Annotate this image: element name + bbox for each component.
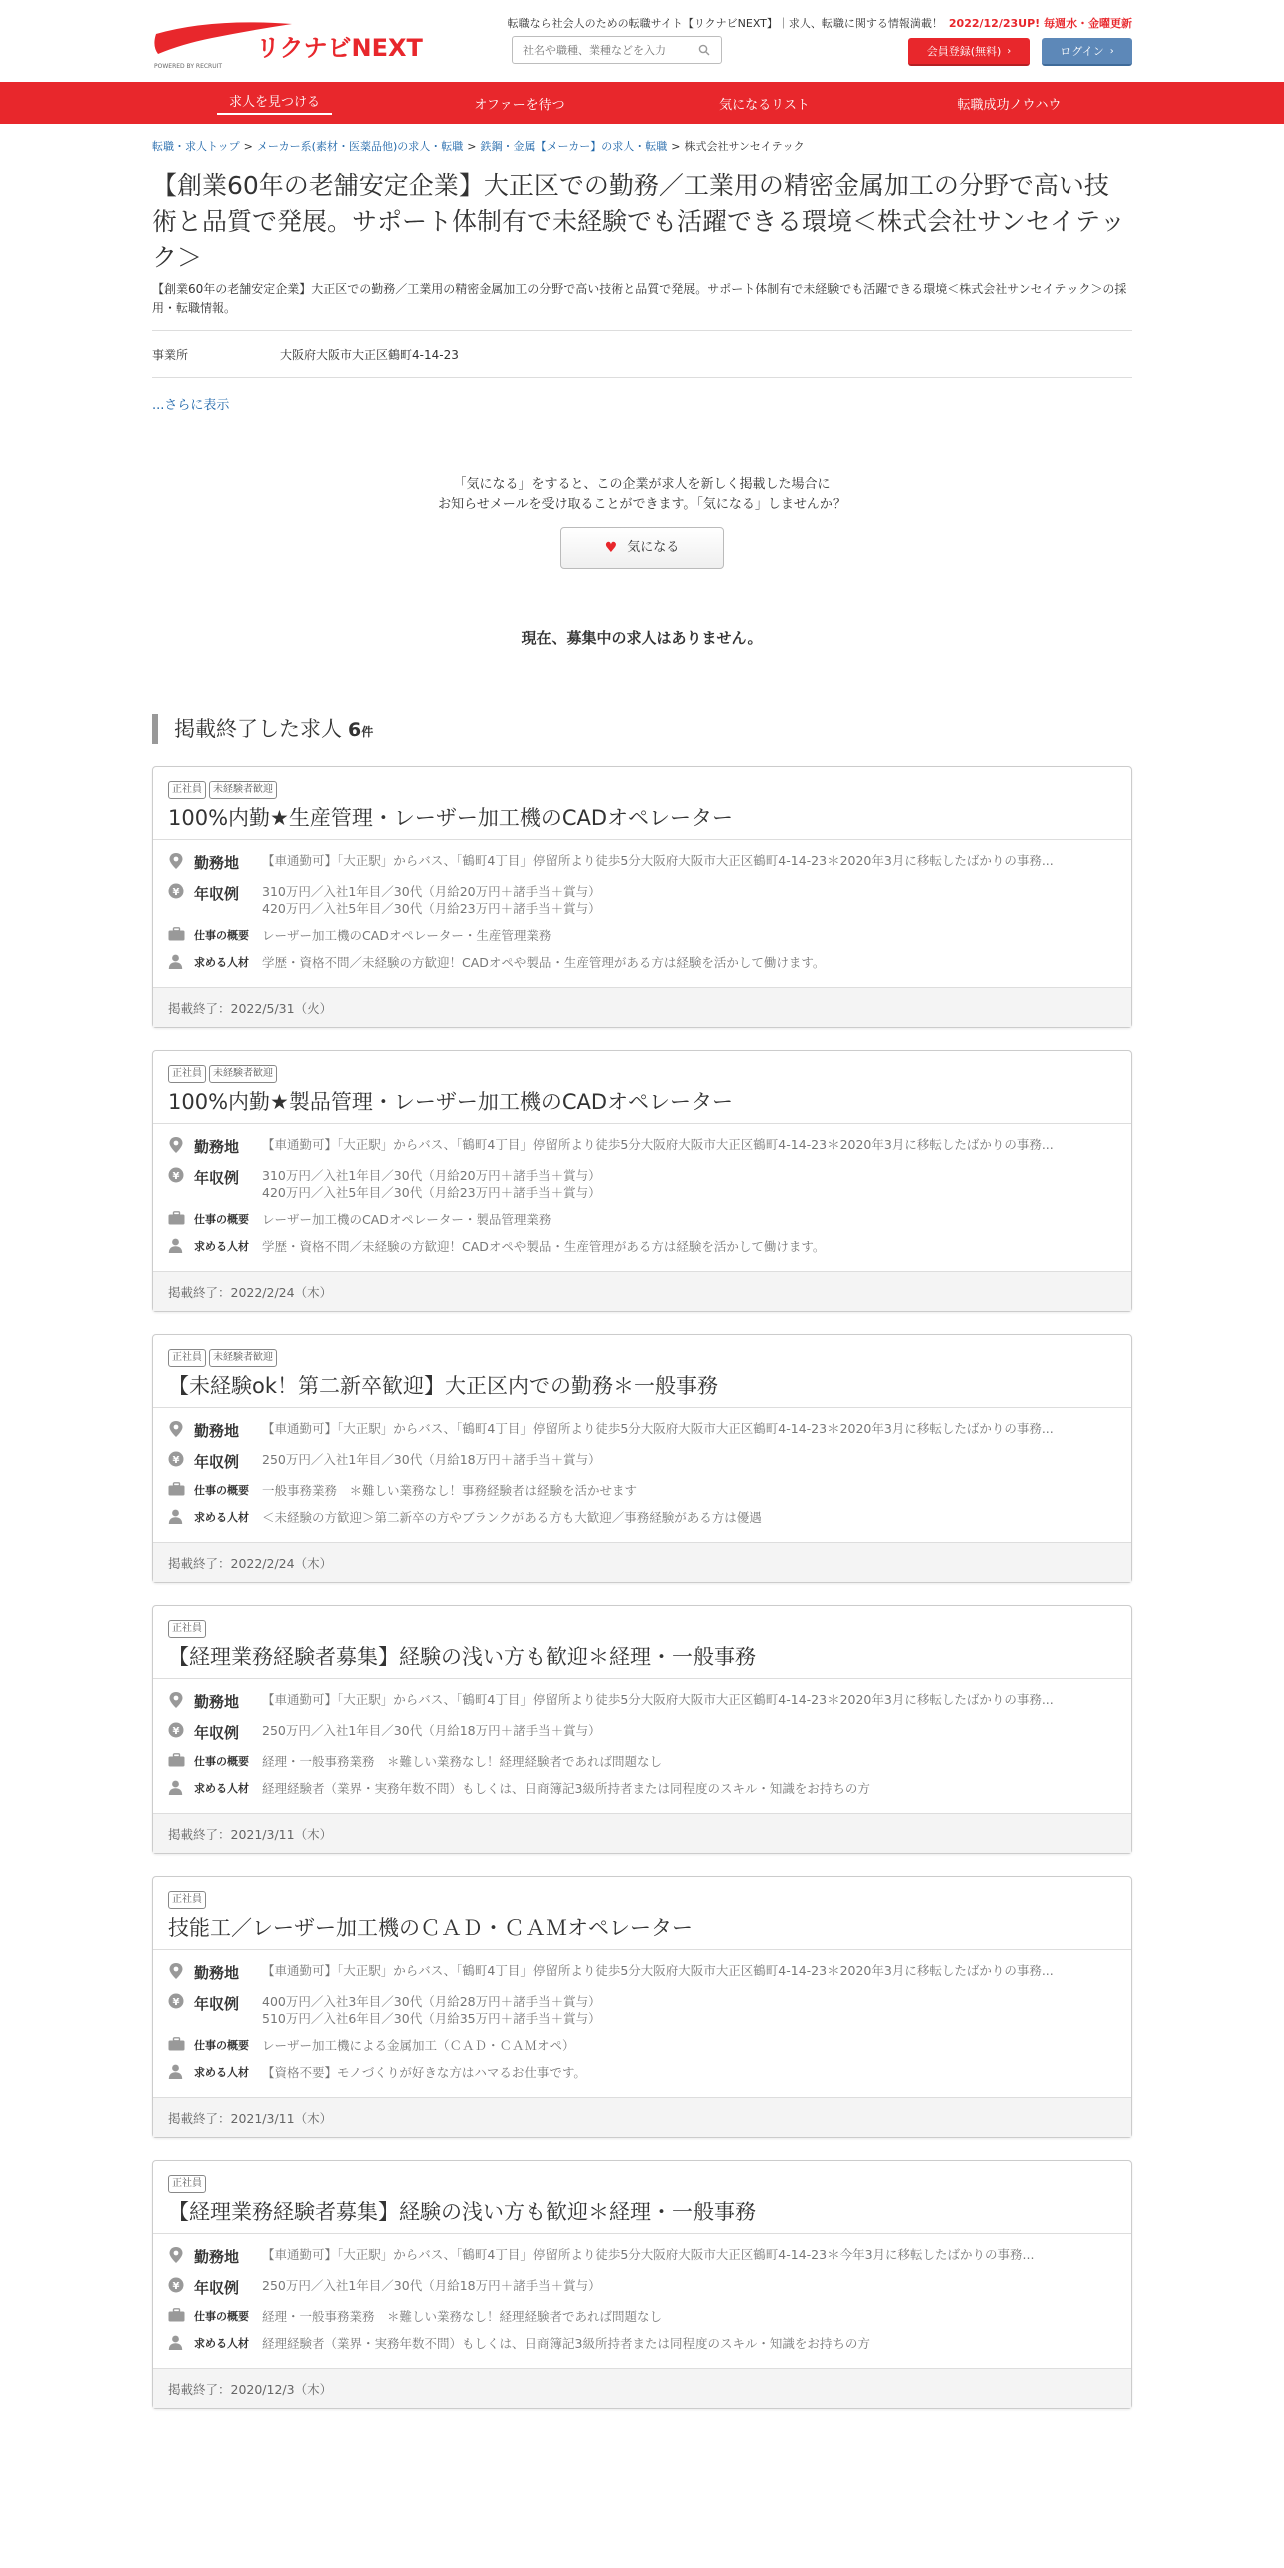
no-jobs-message: 現在、募集中の求人はありません。 — [521, 629, 763, 647]
login-label: ログイン — [1060, 45, 1104, 58]
job-salary — [262, 1167, 1116, 1201]
job-card-header — [153, 767, 1131, 840]
job-requirement-row — [168, 1238, 1116, 1255]
job-salary-1: 400万円／入社3年目／30代（月給28万円＋諸手当＋賞与） — [262, 1994, 601, 2009]
show-more-link[interactable]: ...さらに表示 — [152, 398, 230, 413]
job-tags — [168, 781, 1116, 799]
job-summary: 一般事務業務 ＊難しい業務なし！事務経験者は経験を活かせます — [262, 1483, 638, 1498]
map-pin-icon — [168, 852, 190, 870]
job-summary-row — [168, 927, 1116, 944]
summary-label: 仕事の概要 — [194, 1755, 249, 1768]
map-pin-icon — [168, 1962, 190, 1980]
job-card-body — [153, 840, 1131, 987]
favorite-text-2: お知らせメールを受け取ることができます。「気になる」しませんか？ — [438, 497, 846, 512]
global-nav — [0, 82, 1284, 124]
job-card-body — [153, 2234, 1131, 2368]
job-title[interactable]: 技能工／レーザー加工機のＣＡＤ・ＣＡＭオペレーター — [168, 1916, 693, 1940]
logo-text: リクナビNEXT — [256, 34, 423, 62]
job-location: 【車通勤可】「大正駅」からバス、「鶴町4丁目」停留所より徒歩5分大阪府大阪市大正区鶴町4-14-23＊2020年3月に移転したばかりの事務... — [262, 1692, 1054, 1707]
job-salary — [262, 1722, 1116, 1743]
requirement-label: 求める人材 — [194, 956, 249, 969]
salary-label: 年収例 — [194, 1169, 240, 1187]
chevron-right-icon: › — [1007, 45, 1012, 57]
heart-icon: ♥ — [604, 540, 618, 556]
site-header — [152, 0, 1132, 82]
salary-label: 年収例 — [194, 1995, 240, 2013]
yen-icon — [168, 1167, 190, 1183]
job-ended-date: 掲載終了：2022/2/24（木） — [153, 1271, 1131, 1311]
job-tag: 正社員 — [168, 1349, 206, 1367]
job-location-row — [168, 1691, 1116, 1712]
job-card-body — [153, 1950, 1131, 2097]
job-salary — [262, 2277, 1116, 2298]
job-requirement-row — [168, 1780, 1116, 1797]
office-row — [152, 330, 1132, 378]
person-icon — [168, 1780, 190, 1795]
register-button[interactable] — [908, 38, 1030, 66]
job-summary: レーザー加工機のCADオペレーター・生産管理業務 — [262, 928, 552, 943]
yen-icon — [168, 1722, 190, 1738]
job-location: 【車通勤可】「大正駅」からバス、「鶴町4丁目」停留所より徒歩5分大阪府大阪市大正区鶴町4-14-23＊今年3月に移転したばかりの事務... — [262, 2247, 1035, 2262]
job-tag: 正社員 — [168, 1891, 206, 1909]
briefcase-icon — [168, 927, 190, 941]
job-ended-date: 掲載終了：2021/3/11（木） — [153, 2097, 1131, 2137]
job-summary: レーザー加工機のCADオペレーター・製品管理業務 — [262, 1212, 552, 1227]
salary-label: 年収例 — [194, 1724, 240, 1742]
summary-label: 仕事の概要 — [194, 2310, 249, 2323]
job-salary-1: 250万円／入社1年目／30代（月給18万円＋諸手当＋賞与） — [262, 2278, 601, 2293]
svg-text:¥: ¥ — [172, 1171, 180, 1182]
yen-icon — [168, 2277, 190, 2293]
job-salary-1: 250万円／入社1年目／30代（月給18万円＋諸手当＋賞与） — [262, 1452, 601, 1467]
svg-text:¥: ¥ — [172, 1997, 180, 2008]
nav-item-wait-offer[interactable]: オファーを待つ — [474, 97, 565, 113]
job-card[interactable] — [152, 1334, 1132, 1583]
job-title[interactable]: 【経理業務経験者募集】経験の浅い方も歓迎＊経理・一般事務 — [168, 1645, 756, 1669]
job-salary — [262, 883, 1116, 917]
salary-label: 年収例 — [194, 1453, 240, 1471]
job-card-header — [153, 1335, 1131, 1408]
salary-label: 年収例 — [194, 885, 240, 903]
requirement-label: 求める人材 — [194, 1240, 249, 1253]
job-salary-1: 310万円／入社1年目／30代（月給20万円＋諸手当＋賞与） — [262, 884, 601, 899]
job-salary-2: 420万円／入社5年目／30代（月給23万円＋諸手当＋賞与） — [262, 901, 601, 916]
svg-text:¥: ¥ — [172, 2281, 180, 2292]
register-label: 会員登録(無料) — [926, 45, 1002, 58]
job-salary-row — [168, 2277, 1116, 2298]
job-tag: 未経験者歓迎 — [209, 781, 277, 799]
job-tag: 正社員 — [168, 1065, 206, 1083]
salary-label: 年収例 — [194, 2279, 240, 2297]
location-label: 勤務地 — [194, 1693, 240, 1711]
job-requirement-row — [168, 2064, 1116, 2081]
job-tag: 未経験者歓迎 — [209, 1065, 277, 1083]
location-label: 勤務地 — [194, 1138, 240, 1156]
summary-label: 仕事の概要 — [194, 1484, 249, 1497]
location-label: 勤務地 — [194, 854, 240, 872]
favorite-button-label: 気になる — [627, 540, 680, 555]
job-tags — [168, 1065, 1116, 1083]
breadcrumb: 転職・求人トップ > メーカー系(素材・医薬品他)の求人・転職 > 鉄鋼・金属【メーカー】の求人・転職 > 株式会社サンセイテック — [152, 140, 805, 153]
briefcase-icon — [168, 1482, 190, 1496]
svg-text:¥: ¥ — [172, 1726, 180, 1737]
page-title: 【創業60年の老舗安定企業】大正区での勤務／工業用の精密金属加工の分野で高い技術と品質で発展。サポート体制有で未経験でも活躍できる環境＜株式会社サンセイテック＞ — [152, 171, 1126, 272]
briefcase-icon — [168, 1211, 190, 1225]
job-location: 【車通勤可】「大正駅」からバス、「鶴町4丁目」停留所より徒歩5分大阪府大阪市大正区鶴町4-14-23＊2020年3月に移転したばかりの事務... — [262, 1137, 1054, 1152]
job-location-row — [168, 1136, 1116, 1157]
job-tags — [168, 2175, 1116, 2193]
job-salary — [262, 1451, 1116, 1472]
update-notice: 2022/12/23UP! 毎週水・金曜更新 — [948, 17, 1132, 30]
job-requirement-row — [168, 1509, 1116, 1526]
job-card-header — [153, 1877, 1131, 1950]
job-tags — [168, 1891, 1116, 1909]
job-salary — [262, 1993, 1116, 2027]
map-pin-icon — [168, 1691, 190, 1709]
job-card-body — [153, 1679, 1131, 1813]
job-salary-row — [168, 1167, 1116, 1201]
favorite-button[interactable] — [560, 527, 724, 569]
job-location-row — [168, 1962, 1116, 1983]
job-card-body — [153, 1408, 1131, 1542]
job-card-header — [153, 2161, 1131, 2234]
job-location-row — [168, 2246, 1116, 2267]
svg-text:¥: ¥ — [172, 1455, 180, 1466]
briefcase-icon — [168, 2037, 190, 2051]
job-ended-date: 掲載終了：2022/2/24（木） — [153, 1542, 1131, 1582]
yen-icon — [168, 1993, 190, 2009]
location-label: 勤務地 — [194, 1964, 240, 1982]
job-card[interactable] — [152, 766, 1132, 1028]
favorite-box — [152, 475, 1132, 569]
requirement-label: 求める人材 — [194, 2066, 249, 2079]
job-requirement-row — [168, 954, 1116, 971]
job-card-body — [153, 1124, 1131, 1271]
job-location: 【車通勤可】「大正駅」からバス、「鶴町4丁目」停留所より徒歩5分大阪府大阪市大正区鶴町4-14-23＊2020年3月に移転したばかりの事務... — [262, 1963, 1054, 1978]
favorite-text-1: 「気になる」をすると、この企業が求人を新しく掲載した場合に — [453, 477, 831, 492]
job-ended-date: 掲載終了：2021/3/11（木） — [153, 1813, 1131, 1853]
job-location: 【車通勤可】「大正駅」からバス、「鶴町4丁目」停留所より徒歩5分大阪府大阪市大正区鶴町4-14-23＊2020年3月に移転したばかりの事務... — [262, 1421, 1054, 1436]
job-salary-row — [168, 1722, 1116, 1743]
search-input[interactable] — [513, 37, 691, 63]
main-content — [152, 138, 1132, 2409]
job-salary-1: 250万円／入社1年目／30代（月給18万円＋諸手当＋賞与） — [262, 1723, 601, 1738]
requirement-label: 求める人材 — [194, 1511, 249, 1524]
summary-label: 仕事の概要 — [194, 929, 249, 942]
summary-label: 仕事の概要 — [194, 1213, 249, 1226]
job-requirement: ＜未経験の方歓迎＞第二新卒の方やブランクがある方も大歓迎／事務経験がある方は優遇 — [262, 1510, 762, 1525]
location-label: 勤務地 — [194, 2248, 240, 2266]
job-requirement: 学歴・資格不問／未経験の方歓迎！CADオペや製品・生産管理がある方は経験を活かして働けます。 — [262, 1239, 826, 1254]
briefcase-icon — [168, 2308, 190, 2322]
job-title[interactable]: 100%内勤★生産管理・レーザー加工機のCADオペレーター — [168, 806, 734, 830]
job-tags — [168, 1620, 1116, 1638]
job-location-row — [168, 852, 1116, 873]
nav-item-favorites[interactable]: 気になるリスト — [719, 97, 810, 113]
page-subtitle: 【創業60年の老舗安定企業】大正区での勤務／工業用の精密金属加工の分野で高い技術と品質で発展。サポート体制有で未経験でも活躍できる環境＜株式会社サンセイテック＞の採用・転職情報。 — [152, 282, 1127, 315]
job-summary-row — [168, 1482, 1116, 1499]
yen-icon — [168, 1451, 190, 1467]
breadcrumb-current: 株式会社サンセイテック — [684, 140, 805, 153]
job-summary: 経理・一般事務業務 ＊難しい業務なし！経理経験者であれば問題なし — [262, 2309, 663, 2324]
nav-item-knowhow[interactable]: 転職成功ノウハウ — [957, 97, 1062, 113]
rikunabi-next-logo[interactable] — [152, 16, 423, 72]
search-icon[interactable] — [691, 37, 717, 63]
job-tags — [168, 1349, 1116, 1367]
job-salary-row — [168, 1451, 1116, 1472]
nav-item-find-jobs[interactable]: 求人を見つける — [152, 82, 397, 124]
job-salary-row — [168, 883, 1116, 917]
job-summary-row — [168, 1753, 1116, 1770]
person-icon — [168, 954, 190, 969]
ended-jobs-count: 6 — [348, 719, 362, 741]
job-title[interactable]: 100%内勤★製品管理・レーザー加工機のCADオペレーター — [168, 1090, 734, 1114]
job-tag: 正社員 — [168, 1620, 206, 1638]
logo-sub: POWERED BY RECRUIT — [154, 63, 223, 70]
job-ended-date: 掲載終了：2020/12/3（木） — [153, 2368, 1131, 2408]
person-icon — [168, 2335, 190, 2350]
requirement-label: 求める人材 — [194, 2337, 249, 2350]
office-label: 事業所 — [152, 347, 189, 362]
location-label: 勤務地 — [194, 1422, 240, 1440]
person-icon — [168, 1509, 190, 1524]
job-summary-row — [168, 2037, 1116, 2054]
map-pin-icon — [168, 1420, 190, 1438]
requirement-label: 求める人材 — [194, 1782, 249, 1795]
job-summary-row — [168, 1211, 1116, 1228]
job-requirement-row — [168, 2335, 1116, 2352]
job-salary-1: 310万円／入社1年目／30代（月給20万円＋諸手当＋賞与） — [262, 1168, 601, 1183]
person-icon — [168, 1238, 190, 1253]
person-icon — [168, 2064, 190, 2079]
job-summary: 経理・一般事務業務 ＊難しい業務なし！経理経験者であれば問題なし — [262, 1754, 663, 1769]
search-box — [512, 36, 722, 64]
job-card[interactable] — [152, 1605, 1132, 1854]
job-salary-2: 510万円／入社6年目／30代（月給35万円＋諸手当＋賞与） — [262, 2011, 601, 2026]
job-summary-row — [168, 2308, 1116, 2325]
job-requirement: 【資格不要】モノづくりが好きな方はハマるお仕事です。 — [262, 2065, 586, 2080]
login-button[interactable] — [1042, 38, 1132, 66]
breadcrumb-link-maker[interactable]: メーカー系(素材・医薬品他)の求人・転職 — [256, 140, 464, 153]
job-requirement: 経理経験者（業界・実務年数不問）もしくは、日商簿記3級所持者または同程度のスキル・知識をお持ちの方 — [262, 2336, 870, 2351]
job-card[interactable] — [152, 1876, 1132, 2138]
ended-jobs-heading: 掲載終了した求人 6件 — [152, 714, 1132, 744]
job-card[interactable] — [152, 1050, 1132, 1312]
job-salary-row — [168, 1993, 1116, 2027]
job-card-header — [153, 1606, 1131, 1679]
chevron-right-icon: › — [1109, 45, 1114, 57]
job-title[interactable]: 【未経験ok！第二新卒歓迎】大正区内での勤務＊一般事務 — [168, 1374, 719, 1398]
job-summary: レーザー加工機による金属加工（ＣＡＤ・ＣＡＭオペ） — [262, 2038, 575, 2053]
job-tag: 正社員 — [168, 2175, 206, 2193]
breadcrumb-link-steel[interactable]: 鉄鋼・金属【メーカー】の求人・転職 — [480, 140, 668, 153]
tagline-text: 転職なら社会人のための転職サイト【リクナビNEXT】｜求人、転職に関する情報満載！ — [507, 17, 943, 30]
office-value: 大阪府大阪市大正区鶴町4-14-23 — [280, 347, 459, 362]
map-pin-icon — [168, 2246, 190, 2264]
yen-icon — [168, 883, 190, 899]
job-card-header — [153, 1051, 1131, 1124]
job-location: 【車通勤可】「大正駅」からバス、「鶴町4丁目」停留所より徒歩5分大阪府大阪市大正区鶴町4-14-23＊2020年3月に移転したばかりの事務... — [262, 853, 1054, 868]
job-list — [152, 766, 1132, 2409]
job-salary-2: 420万円／入社5年目／30代（月給23万円＋諸手当＋賞与） — [262, 1185, 601, 1200]
briefcase-icon — [168, 1753, 190, 1767]
job-requirement: 経理経験者（業界・実務年数不問）もしくは、日商簿記3級所持者または同程度のスキル・知識をお持ちの方 — [262, 1781, 870, 1796]
tagline — [508, 15, 1132, 31]
job-location-row — [168, 1420, 1116, 1441]
job-tag: 正社員 — [168, 781, 206, 799]
job-card[interactable] — [152, 2160, 1132, 2409]
svg-text:¥: ¥ — [172, 887, 180, 898]
job-title[interactable]: 【経理業務経験者募集】経験の浅い方も歓迎＊経理・一般事務 — [168, 2200, 756, 2224]
job-requirement: 学歴・資格不問／未経験の方歓迎！CADオペや製品・生産管理がある方は経験を活かして働けます。 — [262, 955, 826, 970]
map-pin-icon — [168, 1136, 190, 1154]
job-tag: 未経験者歓迎 — [209, 1349, 277, 1367]
summary-label: 仕事の概要 — [194, 2039, 249, 2052]
job-ended-date: 掲載終了：2022/5/31（火） — [153, 987, 1131, 1027]
breadcrumb-link-top[interactable]: 転職・求人トップ — [152, 140, 240, 153]
